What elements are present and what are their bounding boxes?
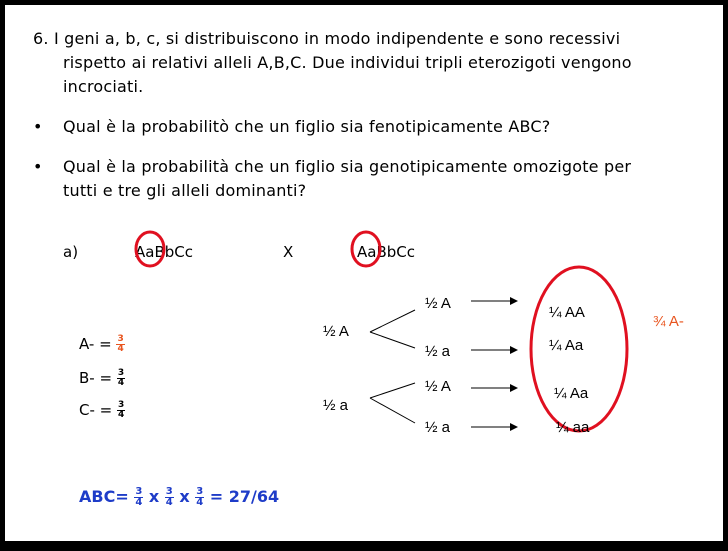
cross-label: a) — [63, 243, 79, 261]
answer-fraction — [134, 487, 143, 508]
fraction-denominator: 4 — [118, 410, 125, 420]
question-line-3: incrociati. — [63, 77, 144, 96]
bullet-text-line-1: Qual è la probabilità che un figlio sia genotipicamente omozigote per — [63, 157, 632, 176]
cross-operator: X — [283, 243, 294, 261]
leaf-label: ½ a — [425, 343, 451, 360]
question-line-1: 6. I geni a, b, c, si distribuiscono in modo indipendente e sono recessivi — [33, 29, 621, 48]
question-line-2: rispetto ai relativi alleli A,B,C. Due individui tripli eterozigoti vengono — [63, 53, 632, 72]
fraction-denominator: 4 — [135, 497, 143, 508]
branch-line — [370, 398, 415, 423]
bullet-text: Qual è la probabilitò che un figlio sia fenotipicamente ABC? — [63, 117, 551, 136]
bullet-marker: • — [33, 117, 43, 136]
bullet-marker: • — [33, 157, 43, 176]
fraction-numerator: 3 — [118, 400, 125, 410]
leaf-label: ½ A — [425, 378, 451, 395]
fraction-denominator: 4 — [165, 497, 173, 508]
fraction-denominator: 4 — [117, 378, 125, 388]
answer-prefix: ABC= — [79, 487, 129, 506]
fraction-numerator: 3 — [165, 486, 173, 497]
leaf-label: ½ a — [425, 419, 451, 436]
branch-a-label: ½ a — [323, 397, 349, 414]
branch-line — [370, 332, 415, 348]
parent-2-genotype: AaBbCc — [357, 243, 415, 261]
diagram-overlay — [5, 5, 723, 541]
bullet-text-line-2: tutti e tre gli alleli dominanti? — [63, 181, 307, 200]
fraction-denominator: 4 — [117, 344, 124, 354]
prob-a-label: A- = — [79, 335, 112, 353]
fraction-denominator: 4 — [196, 497, 204, 508]
parent-1-genotype: AaBbCc — [135, 243, 193, 261]
prob-b-label: B- = — [79, 369, 113, 387]
branch-line — [370, 310, 415, 332]
answer-fraction — [165, 487, 174, 508]
answer-result: = 27/64 — [209, 487, 280, 506]
answer-fraction — [195, 487, 204, 508]
fraction-numerator: 3 — [117, 334, 124, 344]
branch-line — [370, 383, 415, 398]
prob-c-label: C- = — [79, 401, 113, 419]
leaf-label: ½ A — [425, 295, 451, 312]
parent-1-allele-circle — [136, 232, 164, 266]
fraction-numerator: 3 — [196, 486, 204, 497]
dominant-summary: ¾ A- — [653, 313, 684, 330]
result-Aa-2: ¼ Aa — [554, 385, 589, 402]
slide — [5, 5, 723, 541]
answer-line — [79, 487, 279, 508]
result-Aa-1: ¼ Aa — [549, 337, 584, 354]
result-aa: ¼ aa — [556, 419, 590, 436]
fraction-numerator: 3 — [135, 486, 143, 497]
result-AA: ¼ AA — [549, 304, 585, 321]
parent-2-allele-circle — [352, 232, 380, 266]
branch-A-label: ½ A — [323, 323, 349, 340]
times-operator: x — [148, 487, 160, 506]
times-operator: x — [179, 487, 190, 506]
fraction-numerator: 3 — [117, 368, 125, 378]
